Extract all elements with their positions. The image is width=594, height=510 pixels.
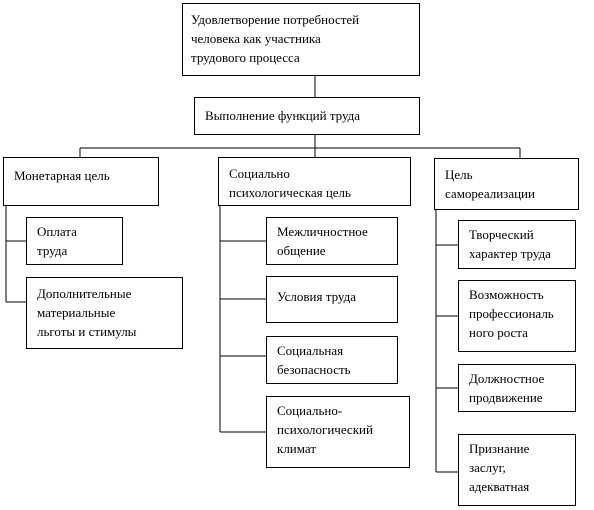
social-item-climate: Социально- психологический климат xyxy=(266,396,410,468)
self-item-recognition: Признание заслуг, адекватная xyxy=(458,434,576,506)
root-goal-box: Удовлетворение потребностей человека как участника трудового процесса xyxy=(182,3,420,76)
social-item-security: Социальная безопасность xyxy=(266,336,398,384)
social-psychological-goal-box: Социально психологическая цель xyxy=(218,157,411,206)
self-item-professional-growth: Возможность профессиональ ного роста xyxy=(458,280,576,352)
self-item-promotion: Должностное продвижение xyxy=(458,364,576,412)
social-item-work-conditions: Условия труда xyxy=(266,276,398,323)
monetary-goal-box: Монетарная цель xyxy=(3,157,159,206)
self-item-creative-work: Творческий характер труда xyxy=(458,220,576,269)
monetary-item-benefits: Дополнительные материальные льготы и стимулы xyxy=(26,277,183,349)
social-item-communication: Межличностное общение xyxy=(266,217,398,265)
monetary-item-pay: Оплата труда xyxy=(26,217,123,265)
self-realization-goal-box: Цель самореализации xyxy=(434,158,579,210)
labor-functions-box: Выполнение функций труда xyxy=(194,97,420,135)
